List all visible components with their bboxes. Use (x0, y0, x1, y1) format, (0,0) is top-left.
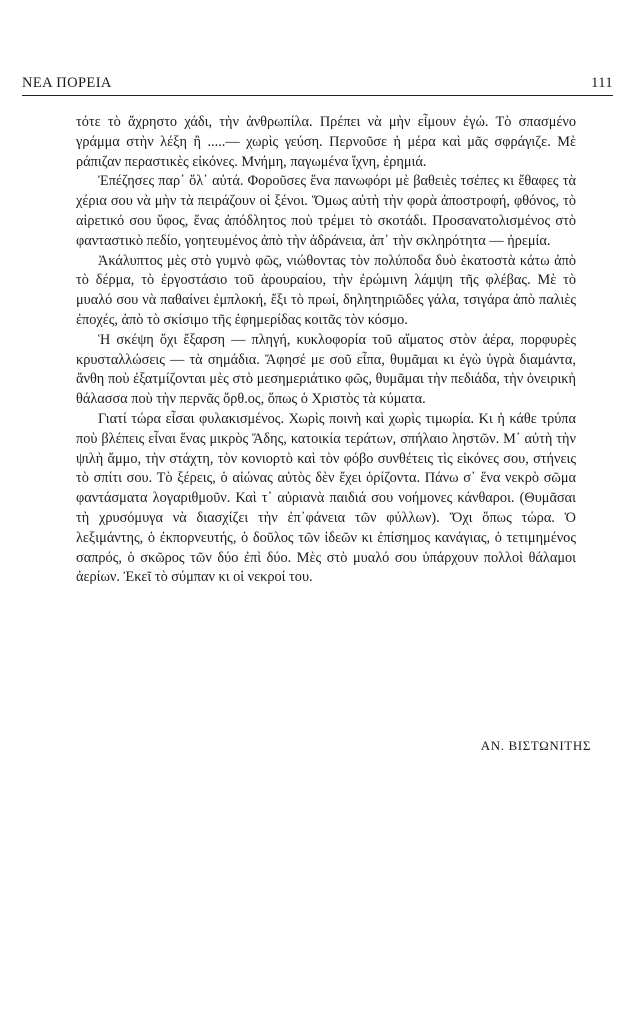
journal-title: ΝΕΑ ΠΟΡΕΙΑ (22, 75, 112, 91)
article-body (76, 113, 576, 588)
running-header (22, 70, 613, 92)
author-signature: ΑΝ. ΒΙΣΤΩΝΙΤΗΣ (480, 738, 591, 753)
paragraph-1: τότε τὸ ἄχρηστο χάδι, τὴν ἀνθρωπίλα. Πρέπει νὰ μὴν εἶμουν ἐγώ. Τὸ σπασμένο γράμμα στὴν λέξη ἢ .....— χωρὶς γεύση. Περνοῦσε ἡ μέρα καὶ μᾶς σφράγιζε. Μὲ ράπιζαν περαστικὲς εἰκόνες. Μνήμη, παγωμένα ἴχνη, ἐρημιά. (76, 114, 576, 170)
paragraph-5: Γιατί τώρα εἶσαι φυλακισμένος. Χωρὶς ποινὴ καὶ χωρὶς τιμωρία. Κι ἡ κάθε τρύπα ποὺ βλέπεις εἶναι ἕνας μικρὸς Ἅδης, κατοικία τεράτων, σπήλαιο ληστῶν. Μ᾽ αὐτὴ τὴν ψιλὴ ἄμμο, τὴν στάχτη, τὸν κονιορτὸ καὶ τὸν φόβο συνθέτεις τὶς εἰκόνες σου, στήνεις τὸ σπίτι σου. Τὸ ξέρεις, ὁ αἰώνας αὐτὸς δὲν ἔχει ὁρίζοντα. Πάνω σ᾽ ἕνα νεκρὸ σῶμα φαντάσματα λογαριθμοῦν. Καὶ τ᾽ αὐριανὰ παιδιά σου νοήμονες κάνθαροι. (Θυμᾶσαι τὴ χρυσόμυγα νὰ διασχίζει τὴν ἐπ᾽φάνεια τῶν φύλλων). Ὄχι ὅπως τώρα. Ὁ λεξιμάντης, ὁ ἐκπορνευτής, ὁ δοῦλος τῶν ἰδεῶν κι ἐπίσημος κανάγιας, ὁ τετιμημένος σαπρός, ὁ σκῶρος τῶν δύο ἐπὶ δύο. Μὲς στὸ μυαλό σου ὑπάρχουν πολλοὶ θάλαμοι ἀερίων. Ἐκεῖ τὸ σύμπαν κι οἱ νεκροί του. (76, 410, 576, 586)
header-rule (22, 95, 613, 96)
paragraph-4: Ἡ σκέψη ὄχι ἔξαρση — πληγή, κυκλοφορία τοῦ αἵματος στὸν ἀέρα, πορφυρὲς κρυσταλλώσεις — τὰ σημάδια. Ἄφησέ με σοῦ εἶπα, θυμᾶμαι κι ἐγὼ ὑγρὰ διαμάντα, ἄνθη ποὺ ἐξατμίζονται μὲς στὸ μεσημεριάτικο φῶς, θυμᾶμαι τὴν πεδιάδα, τὴν ὀνειρικὴ θάλασσα ποὺ τὴν περνᾶς ὄρθ.ος, ὅπως ὁ Χριστὸς τὰ κύματα. (76, 331, 576, 408)
paragraph-3: Ἀκάλυπτος μὲς στὸ γυμνὸ φῶς, νιώθοντας τὸν πολύποδα δυὸ ἑκατοστὰ κάτω ἀπὸ τὸ δέρμα, τὸ ἐργοστάσιο τοῦ ἀρουραίου, τὴν ἐρώμινη λάμψη τῆς φλέβας. Μὲ τὸ μυαλό σου νὰ παθαίνει ἐμπλοκή, ἔξι τὸ πρωί, δηλητηριῶδες γάλα, τσιγάρα ἀπὸ παλιὲς ἐποχές, ἀπὸ τὸ σκίσιμο τῆς ἐφημερίδας κοιτᾶς τὸν κόσμο. (76, 252, 576, 328)
page-number: 111 (591, 75, 613, 91)
paragraph-2: Ἐπέζησες παρ᾽ ὅλ᾽ αὐτά. Φοροῦσες ἕνα πανωφόρι μὲ βαθειὲς τσέπες κι ἔθαφες τὰ χέρια σου νὰ μὴν τὰ πειράζουν οἱ ξένοι. Ὅμως αὐτὴ τὴν φορὰ ἀποστροφή, φθόνος, τὸ αἱρετικό σου ὕφος, ἕνας ἀπόδλητος ποὺ τρέμει τὸ σκοτάδι. Προσανατολισμένος στὸ φανταστικὸ πεδίο, γοητευμένος ἀπὸ τὴν ἀδράνεια, ἀπ᾽ τὴν σκληρότητα — ἠρεμία. (76, 173, 576, 249)
